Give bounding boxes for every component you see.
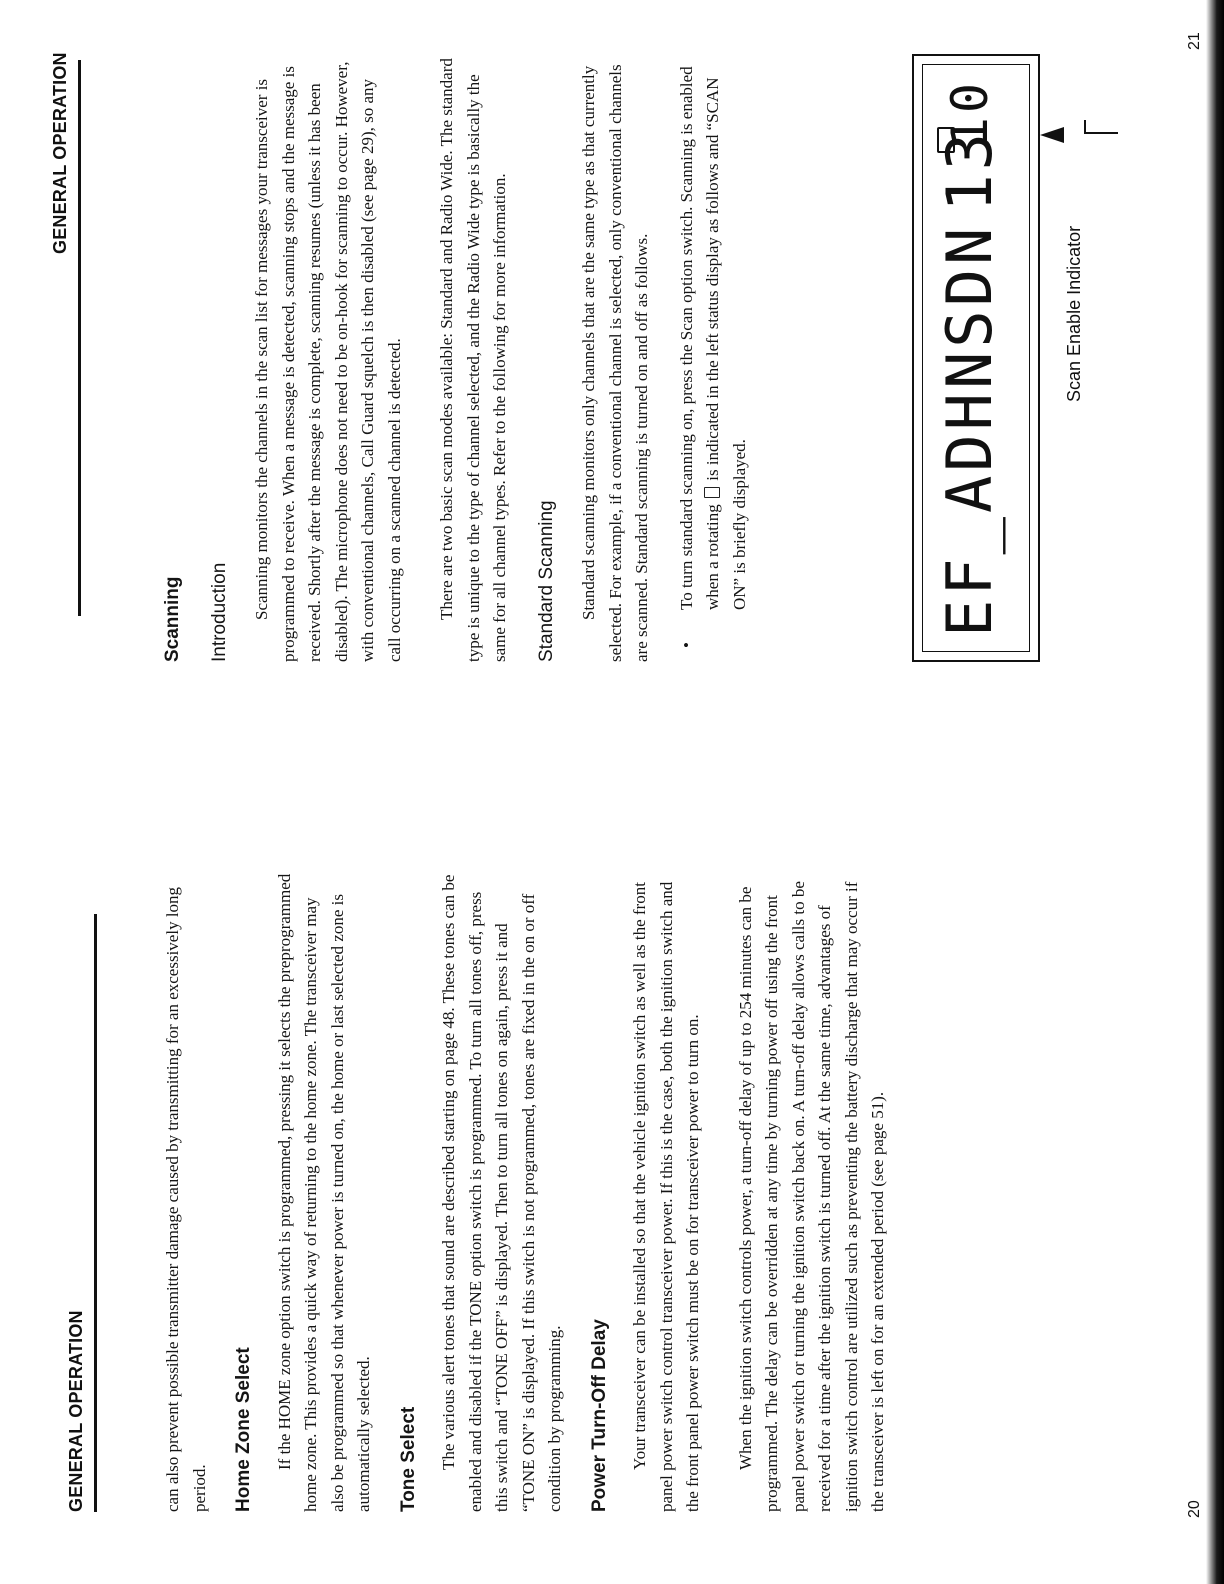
right-page-body <box>160 56 753 662</box>
lcd-screen <box>922 64 1030 652</box>
left-page-body <box>160 870 892 1512</box>
bullet-item <box>674 56 754 662</box>
lcd-channel-number: 13 <box>933 129 1006 212</box>
tone-select-paragraph: The various alert tones that sound are described starting on page 48. These tones can be enabled and disabled if the TONE option switch is programmed. To turn all tones off, press this switch and “TONE OFF” is displayed. Then to turn all tones on again, press it and “TONE ON” is displayed. If this switch is not programmed, tones are fixed in the on or off condition by programming. <box>439 874 564 1512</box>
heading-home-zone-select: Home Zone Select <box>233 1347 254 1512</box>
heading-power-turnoff-delay: Power Turn-Off Delay <box>588 1319 610 1512</box>
running-head: GENERAL OPERATION <box>50 52 70 254</box>
left-page <box>0 792 1224 1584</box>
power-turnoff-paragraph-1: Your transceiver can be installed so that the vehicle ignition switch as well as the front panel power switch control transceiver power. If this is the case, both the ignition switch and the front panel power switch must be on for transceiver power to turn on. <box>630 881 702 1512</box>
introduction-paragraph-2: There are two basic scan modes available: Standard and Radio Wide. The standard type is unique to the type of channel selected, and the Radio Wide type is basically the same for all channel types. Refer to the following for more information. <box>437 58 509 662</box>
continuation-paragraph: can also prevent possible transmitter damage caused by transmitting for an excessively long period. <box>163 886 209 1512</box>
heading-tone-select: Tone Select <box>397 1406 419 1512</box>
header-rule <box>94 914 97 1512</box>
header-rule <box>78 60 81 616</box>
page-number: 21 <box>1186 32 1203 50</box>
binding-edge-shadow <box>1206 0 1224 1584</box>
callout-arrow-icon <box>1040 127 1064 143</box>
lcd-display-figure <box>912 54 1040 662</box>
heading-introduction: Introduction <box>208 562 230 662</box>
introduction-paragraph-1: Scanning monitors the channels in the scan list for messages your transceiver is programmed to receive. When a message is detected, scanning stops and the message is received. Shortly after the message is complete, scanning resumes (unless it has been disabled). The microphone does not need to be on-hook for scanning to occur. However, with conventional channels, Call Guard squelch is then disabled (see page 29), so any call occurring on a scanned channel is detected. <box>252 61 404 662</box>
figure-caption: Scan Enable Indicator <box>1064 225 1084 402</box>
heading-standard-scanning: Standard Scanning <box>535 500 557 662</box>
running-head: GENERAL OPERATION <box>66 1310 86 1512</box>
power-turnoff-paragraph-2: When the ignition switch controls power, a turn-off delay of up to 254 minutes can be programmed. The delay can be overridden at any time by turning power off using the front panel power switch or turning the ignition switch back on. A turn-off delay allows calls to be received for a time after the ignition switch is turned off. At the same time, advantages of ignition switch control are utilized such as preventing the battery discharge that may occur if the transceiver is left on for an extended period (see page 51). <box>735 881 887 1512</box>
scan-indicator-icon <box>704 487 720 498</box>
page-number: 20 <box>1186 1500 1203 1518</box>
callout-line <box>1084 132 1118 134</box>
heading-scanning: Scanning <box>162 576 183 662</box>
lcd-main-text: EF_ADHNSDN <box>933 223 1006 637</box>
lcd-status-digits: 10 <box>941 79 999 148</box>
bullet-text-start: To turn standard scanning on, press the Scan option switch. Scanning is enabled when a rotating <box>676 66 722 610</box>
bullet-icon: • <box>676 642 696 648</box>
standard-scanning-paragraph: Standard scanning monitors only channels that are the same type as that currently selected. For example, if a conventional channel is selected, only conventional channels are scanned. Standard scanning is turned on and off as follows. <box>579 64 651 662</box>
home-zone-paragraph: If the HOME zone option switch is programmed, pressing it selects the preprogrammed home zone. This provides a quick way of returning to the home zone. The transceiver may also be programmed so that whenever power is turned on, the home or last selected zone is automatically selected. <box>274 873 373 1512</box>
bullet-text-end: is indicated in the left status display as follows and “SCAN ON” is briefly displayed. <box>703 77 749 610</box>
callout-line <box>1084 120 1086 134</box>
